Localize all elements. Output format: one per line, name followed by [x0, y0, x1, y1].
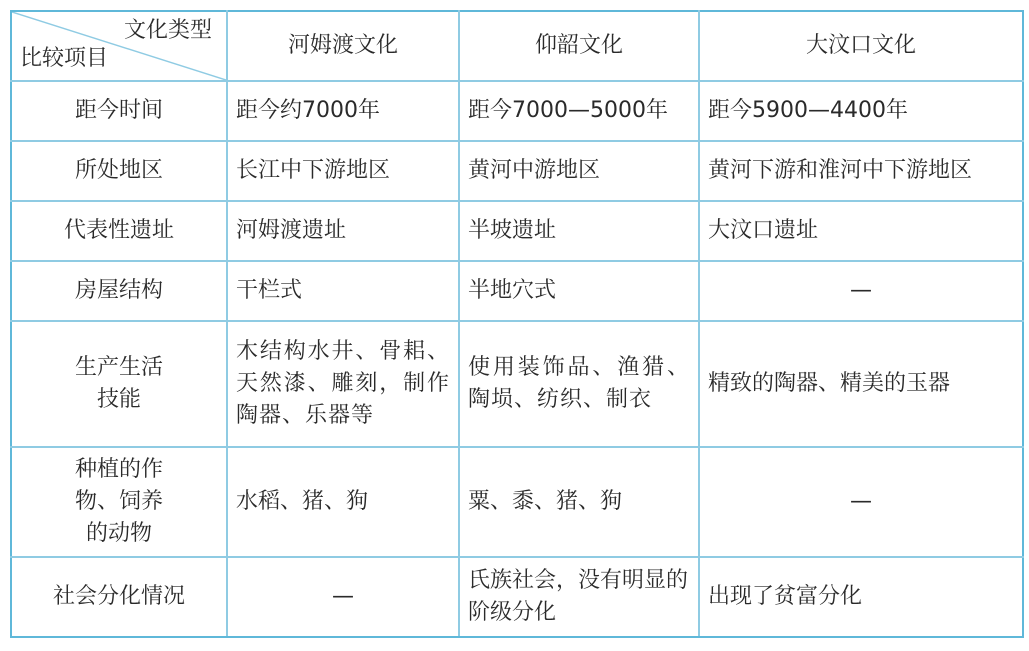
row-label-region: 所处地区 [11, 141, 227, 201]
table-cell: 黄河下游和淮河中下游地区 [699, 141, 1023, 201]
row-label-social: 社会分化情况 [11, 557, 227, 637]
header-dawenkou: 大汶口文化 [699, 11, 1023, 81]
header-hemudu: 河姆渡文化 [227, 11, 459, 81]
table-cell: 半地穴式 [459, 261, 699, 321]
row-label-crops-animals: 种植的作物、饲养的动物 [11, 447, 227, 557]
table-cell: 大汶口遗址 [699, 201, 1023, 261]
table-row [11, 557, 1023, 637]
table-cell: 距今7000—5000年 [459, 81, 699, 141]
table-row [11, 261, 1023, 321]
header-yangshao: 仰韶文化 [459, 11, 699, 81]
table-cell: 使用装饰品、渔猎、陶埙、纺织、制衣 [459, 321, 699, 447]
table-cell: 半坡遗址 [459, 201, 699, 261]
table-row [11, 201, 1023, 261]
table-cell: 出现了贫富分化 [699, 557, 1023, 637]
corner-cell [11, 11, 227, 81]
table-cell: 精致的陶器、精美的玉器 [699, 321, 1023, 447]
table-cell: 黄河中游地区 [459, 141, 699, 201]
table-cell: — [699, 447, 1023, 557]
table-cell: 氏族社会，没有明显的阶级分化 [459, 557, 699, 637]
table-cell: 粟、黍、猪、狗 [459, 447, 699, 557]
table-cell: 距今5900—4400年 [699, 81, 1023, 141]
header-row [11, 11, 1023, 81]
table-cell: 干栏式 [227, 261, 459, 321]
table-row [11, 141, 1023, 201]
table-row [11, 81, 1023, 141]
table-cell: 长江中下游地区 [227, 141, 459, 201]
table-cell: 水稻、猪、狗 [227, 447, 459, 557]
table-row [11, 447, 1023, 557]
row-label-housing: 房屋结构 [11, 261, 227, 321]
culture-comparison-table [10, 10, 1024, 638]
row-label-skills: 生产生活技能 [11, 321, 227, 447]
table-row [11, 321, 1023, 447]
table-cell: — [699, 261, 1023, 321]
table-cell: — [227, 557, 459, 637]
corner-bottom-label: 比较项目 [20, 46, 109, 71]
row-label-site: 代表性遗址 [11, 201, 227, 261]
row-label-time: 距今时间 [11, 81, 227, 141]
table-cell: 木结构水井、骨耜、天然漆、雕刻，制作陶器、乐器等 [227, 321, 459, 447]
table-cell: 距今约7000年 [227, 81, 459, 141]
corner-top-label: 文化类型 [123, 18, 212, 43]
table-cell: 河姆渡遗址 [227, 201, 459, 261]
